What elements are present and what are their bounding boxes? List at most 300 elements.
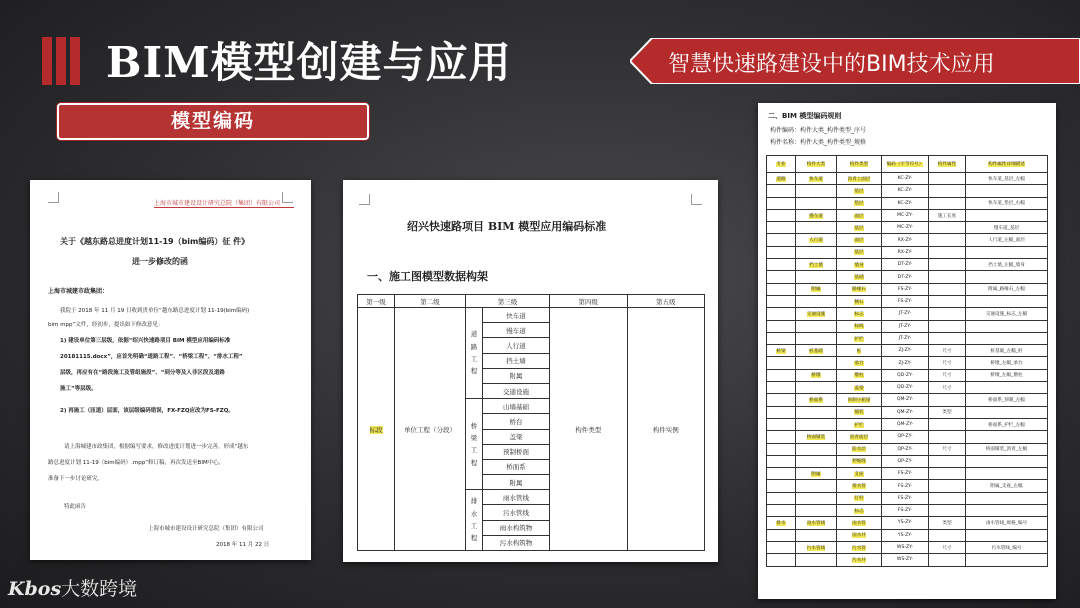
attribute-cell [929,271,966,283]
attribute-cell [929,234,966,246]
item-cell: 挡土墙 [483,353,550,368]
table-row [767,443,1048,455]
code-cell: MC-ZY- [882,209,929,221]
code-cell: FS-ZY- [882,468,929,480]
specialty-cell [767,468,796,480]
attribute-cell [929,529,966,541]
attribute-cell [929,173,966,185]
attribute-cell [929,295,966,307]
description-cell [966,406,1048,418]
attribute-cell [929,394,966,406]
page-title: BIM模型创建与应用 [106,38,512,87]
table-row [767,259,1048,271]
type-cell: 面层 [837,234,882,246]
level1-cell: 标段 [358,308,395,551]
description-cell: 桥面系_护栏_左幅 [966,418,1048,430]
attribute-cell [929,320,966,332]
code-cell: DT-ZY- [882,271,929,283]
specialty-cell: 道路 [767,173,796,185]
category-cell [796,406,837,418]
coding-rule-document [758,103,1056,599]
specialty-cell [767,394,796,406]
item-cell: 桥面系 [483,459,550,474]
letter-paragraph: 我院于 2018 年 11 月 19 日收到贵单位“越东路总进度计划 11-19(bim编码) [60,308,250,314]
item-cell: 盖梁 [483,429,550,444]
table-row [767,222,1048,234]
type-cell: 灯杆 [837,492,882,504]
header-cell: 第四级 [550,295,628,308]
code-cell: QM-ZY- [882,418,929,430]
category-cell: 交通设施 [796,308,837,320]
letter-title-line2: 进一步修改的函 [132,257,188,266]
specialty-cell [767,197,796,209]
header-cell: 构件大类 [796,156,837,173]
watermark [8,574,137,601]
code-cell: YS-ZY- [882,529,929,541]
specialty-cell [767,295,796,307]
table-row [767,480,1048,492]
level4-cell: 构件类型 [550,308,628,551]
rule-line: 构件名称：构件大类_构件类型_规格 [770,139,867,146]
description-cell [966,455,1048,467]
header-cell: 专业 [767,156,796,173]
table-row [767,455,1048,467]
attribute-cell: 尺寸 [929,541,966,553]
code-cell: FS-ZY- [882,283,929,295]
table-row [767,246,1048,258]
category-cell [796,320,837,332]
type-cell: 污水管 [837,541,882,553]
item-cell: 附属 [483,475,550,490]
description-cell [966,295,1048,307]
category-cell [796,185,837,197]
specialty-cell [767,455,796,467]
description-cell [966,271,1048,283]
specialty-cell [767,505,796,517]
type-cell: 承台 [837,357,882,369]
specialty-cell [767,271,796,283]
attribute-cell [929,259,966,271]
type-cell: 雨水井 [837,529,882,541]
letter-item: 20181115.docx”，应首先明确“道路工程”、“桥梁工程”、“排水工程” [60,354,243,360]
letter-recipient: 上海市城建市政集团： [48,288,109,295]
category-cell [796,418,837,430]
type-cell: 防水层 [837,443,882,455]
specialty-cell [767,308,796,320]
description-cell: 附属_路缘石_左幅 [966,283,1048,295]
type-cell: 标线 [837,320,882,332]
data-structure-table [357,294,705,551]
type-cell: 铺装 [837,406,882,418]
letter-item: 1) 建设单位第三层级，依据“绍兴快速路项目 BIM 模型应用编码标准 [60,338,231,344]
code-cell: JT-ZY- [882,332,929,344]
code-cell: FS-ZY- [882,295,929,307]
table-row [767,431,1048,443]
attribute-cell: 尺寸 [929,345,966,357]
description-cell [966,431,1048,443]
letter-item: 2) 再施工（匝道）层面，该层级编码错误，FX-FZQ应改为FS-FZQ。 [60,408,234,414]
description-cell: 附属_支座_左幅 [966,480,1048,492]
code-cell: QP-ZY- [882,431,929,443]
type-cell: 墙身 [837,259,882,271]
type-cell: 侧石 [837,295,882,307]
description-cell: 桩基础_左幅_桩 [966,345,1048,357]
type-cell: 污水井 [837,554,882,566]
group-cell: 桥 梁 工 程 [466,399,483,490]
specialty-cell [767,320,796,332]
header-cell: 构件类型 [837,156,882,173]
category-cell [796,295,837,307]
topic-banner [630,38,1080,84]
category-cell [796,332,837,344]
attribute-cell [929,455,966,467]
letter-document [30,180,311,560]
specialty-cell: 桥梁 [767,345,796,357]
item-cell: 人行道 [483,338,550,353]
letter-paragraph: 请上海城建市政集团，根据编写要求，修改进度计划进一步完善，形成“越东 [64,444,249,450]
table-row [767,394,1048,406]
letter-header: 上海市城市建设设计研究总院（集团）有限公司 [154,200,281,207]
category-cell [796,529,837,541]
code-cell: QD-ZY- [882,369,929,381]
attribute-cell [929,332,966,344]
attribute-cell: 尺寸 [929,369,966,381]
specialty-cell [767,480,796,492]
type-cell: 基层 [837,222,882,234]
code-cell: FS-ZY- [882,492,929,504]
level5-cell: 构件实例 [627,308,705,551]
code-cell: ZJ-ZY- [882,357,929,369]
attribute-cell [929,197,966,209]
table-row [767,209,1048,221]
item-cell: 附属 [483,368,550,383]
attribute-cell [929,468,966,480]
category-cell [796,246,837,258]
type-cell: 伸缩缝 [837,455,882,467]
header-cell: 编码（字节符号） [882,156,929,173]
category-cell: 桩基础 [796,345,837,357]
attribute-cell [929,431,966,443]
description-cell [966,320,1048,332]
category-cell: 污水管线 [796,541,837,553]
specialty-cell [767,246,796,258]
attribute-cell [929,554,966,566]
attribute-cell: 尺寸 [929,382,966,394]
attribute-cell [929,480,966,492]
description-cell [966,382,1048,394]
category-cell: 附属 [796,283,837,295]
description-cell: 桥面铺装_沥青_左幅 [966,443,1048,455]
letter-date: 2018 年 11 月 22 日 [216,542,270,548]
type-cell: 墩柱 [837,369,882,381]
table-row [767,541,1048,553]
code-cell: RX-ZY- [882,246,929,258]
type-cell: 盖梁 [837,382,882,394]
attribute-cell: 类型 [929,517,966,529]
category-cell [796,271,837,283]
specialty-cell [767,418,796,430]
category-cell: 雨水管线 [796,517,837,529]
code-cell: JT-ZY- [882,308,929,320]
code-cell: DT-ZY- [882,259,929,271]
coding-standard-document [343,180,718,562]
specialty-cell [767,185,796,197]
header-cell: 构件属性 [929,156,966,173]
item-cell: 预制桥面 [483,444,550,459]
attribute-cell [929,222,966,234]
item-cell: 交通设施 [483,383,550,398]
type-cell: 桩 [837,345,882,357]
type-cell: 沥青面层 [837,431,882,443]
group-cell: 排 水 工 程 [466,490,483,551]
watermark-logo: Kbos [8,578,62,600]
banner-text: 智慧快速路建设中的BIM技术应用 [668,52,995,77]
category-cell: 慢车道 [796,209,837,221]
type-cell: 护栏 [837,332,882,344]
specialty-cell [767,332,796,344]
category-cell [796,357,837,369]
category-cell [796,443,837,455]
table-row [767,271,1048,283]
section-tag: 模型编码 [57,103,369,140]
page-corner-mark [359,194,370,205]
code-cell: WS-ZY- [882,541,929,553]
specialty-cell [767,382,796,394]
code-cell: KC-ZY- [882,185,929,197]
specialty-cell [767,234,796,246]
type-cell: 沥青上面层 [837,173,882,185]
description-cell [966,505,1048,517]
table-row [767,332,1048,344]
specialty-cell [767,209,796,221]
table-row [767,418,1048,430]
code-cell: KC-ZY- [882,197,929,209]
table-row [767,406,1048,418]
specialty-cell [767,259,796,271]
letter-title-line1: 关于《越东路总进度计划11-19（bim编码）征 件》 [60,237,250,246]
watermark-text: 大数跨境 [61,578,138,600]
type-cell: 面层 [837,209,882,221]
type-cell: 路缘石 [837,283,882,295]
description-cell [966,492,1048,504]
table-row [767,505,1048,517]
rule-line: 构件编码：构件大类_构件类型_序号 [770,127,867,134]
description-cell [966,185,1048,197]
table-row [767,357,1048,369]
type-cell: 雨水管 [837,517,882,529]
type-cell: 基层 [837,246,882,258]
category-cell [796,554,837,566]
code-cell: MC-ZY- [882,222,929,234]
type-cell: 标志 [837,505,882,517]
attribute-cell [929,418,966,430]
header-cell: 第一级 [358,295,395,308]
attribute-cell: 施工长度 [929,209,966,221]
header-cell: 构件属性详细描述 [966,156,1048,173]
header-rule [154,207,294,208]
specialty-cell [767,554,796,566]
table-row [767,197,1048,209]
description-cell: 桥墩_左幅_墩柱 [966,369,1048,381]
description-cell: 人行道_左幅_面层 [966,234,1048,246]
table-row [767,468,1048,480]
code-cell: QP-ZY- [882,443,929,455]
header-cell: 第三级 [466,295,550,308]
code-cell: KC-ZY- [882,173,929,185]
category-cell: 桥面系 [796,394,837,406]
attribute-cell: 尺寸 [929,357,966,369]
letter-item: 层级，再应有在“路段施工及管组施段”、“到分等及人非区段及道路 [60,370,225,376]
rule-section-heading: 二、BIM 模型编码规则 [768,112,842,120]
letter-closing: 特此函告 [64,504,87,510]
description-cell [966,332,1048,344]
table-row [767,173,1048,185]
table-row [767,529,1048,541]
specialty-cell [767,222,796,234]
category-cell [796,455,837,467]
attribute-cell [929,185,966,197]
letter-paragraph: 路总进度计划 11-19（bim编码）.mpp”修订稿，再次发送至BIM中心， [48,460,225,466]
item-cell: 雨水管线 [483,490,550,505]
table-header-row [358,295,705,308]
type-cell: 基层 [837,185,882,197]
table-row [358,308,705,323]
description-cell: 慢车道_基层 [966,222,1048,234]
specialty-cell [767,492,796,504]
attribute-cell: 尺寸 [929,443,966,455]
description-cell: 挡土墙_左幅_墙身 [966,259,1048,271]
category-cell: 附属 [796,468,837,480]
item-cell: 快车道 [483,308,550,323]
attribute-cell [929,308,966,320]
description-cell: 污水管线_编号 [966,541,1048,553]
code-cell: WS-ZY- [882,554,929,566]
description-cell: 桥面系_预制_左幅 [966,394,1048,406]
table-row [767,554,1048,566]
table-row [767,382,1048,394]
specialty-cell [767,529,796,541]
type-cell: 基础 [837,271,882,283]
letter-paragraph: 准备下一步讨论研究。 [48,476,104,482]
code-cell: QP-ZY- [882,455,929,467]
category-cell: 人行道 [796,234,837,246]
type-cell: 支座 [837,468,882,480]
header-cell: 第二级 [395,295,466,308]
description-cell: 快车道_基层_左幅 [966,173,1048,185]
table-row [767,234,1048,246]
table-row [767,283,1048,295]
description-cell [966,246,1048,258]
category-cell: 桥面铺装 [796,431,837,443]
code-cell: QM-ZY- [882,394,929,406]
table-row [767,492,1048,504]
standard-section-heading: 一、施工图模型数据构架 [367,270,488,283]
category-cell: 桥墩 [796,369,837,381]
specialty-cell [767,406,796,418]
table-header-row [767,156,1048,173]
page-corner-mark [282,192,293,203]
item-cell: 污水管线 [483,505,550,520]
description-cell [966,468,1048,480]
code-cell: JT-ZY- [882,320,929,332]
letter-paragraph: bim mpp”文件，经初步，提出如下修改意见： [48,322,164,328]
specialty-cell [767,283,796,295]
type-cell: 预制小箱梁 [837,394,882,406]
attribute-cell [929,505,966,517]
item-cell: 雨水构筑物 [483,520,550,535]
table-row [767,517,1048,529]
category-cell [796,492,837,504]
type-cell: 排水管 [837,480,882,492]
table-row [767,369,1048,381]
attribute-cell [929,492,966,504]
category-cell [796,222,837,234]
item-cell: 山墙基础 [483,399,550,414]
code-cell: YS-ZY- [882,517,929,529]
description-cell [966,554,1048,566]
specialty-cell: 排水 [767,517,796,529]
specialty-cell [767,357,796,369]
specialty-cell [767,541,796,553]
type-cell: 护栏 [837,418,882,430]
table-row [767,345,1048,357]
category-cell [796,197,837,209]
description-cell [966,529,1048,541]
category-cell [796,505,837,517]
item-cell: 慢车道 [483,323,550,338]
specialty-cell [767,431,796,443]
code-cell: FS-ZY- [882,505,929,517]
table-row [767,308,1048,320]
description-cell: 交通设施_标志_左幅 [966,308,1048,320]
attribute-cell [929,246,966,258]
table-row [767,185,1048,197]
attribute-cell [929,283,966,295]
item-cell: 桥台 [483,414,550,429]
description-cell: 桥墩_左幅_承台 [966,357,1048,369]
header-cell: 第五级 [627,295,705,308]
code-cell: QD-ZY- [882,382,929,394]
page-corner-mark [48,192,59,203]
letter-signature: 上海市城市建设设计研究总院（集团）有限公司 [148,526,264,532]
category-cell [796,480,837,492]
category-cell: 挡土墙 [796,259,837,271]
category-cell [796,382,837,394]
code-cell: FS-ZY- [882,480,929,492]
attribute-cell: 类型 [929,406,966,418]
level2-cell: 单位工程（分段） [395,308,466,551]
coding-rule-table [766,155,1048,567]
specialty-cell [767,443,796,455]
description-cell: 快车道_垫层_右幅 [966,197,1048,209]
description-cell: 雨水管线_规格_编号 [966,517,1048,529]
type-cell: 垫层 [837,197,882,209]
table-row [767,320,1048,332]
group-cell: 道 路 工 程 [466,308,483,399]
specialty-cell [767,369,796,381]
letter-item: 施工”等层级。 [60,386,97,392]
code-cell: RX-ZY- [882,234,929,246]
standard-title: 绍兴快速路项目 BIM 模型应用编码标准 [407,220,607,233]
code-cell: ZJ-ZY- [882,345,929,357]
description-cell [966,209,1048,221]
code-cell: QM-ZY- [882,406,929,418]
type-cell: 标志 [837,308,882,320]
table-row [767,295,1048,307]
category-cell: 快车道 [796,173,837,185]
item-cell: 污水构筑物 [483,535,550,550]
page-corner-mark [691,194,702,205]
